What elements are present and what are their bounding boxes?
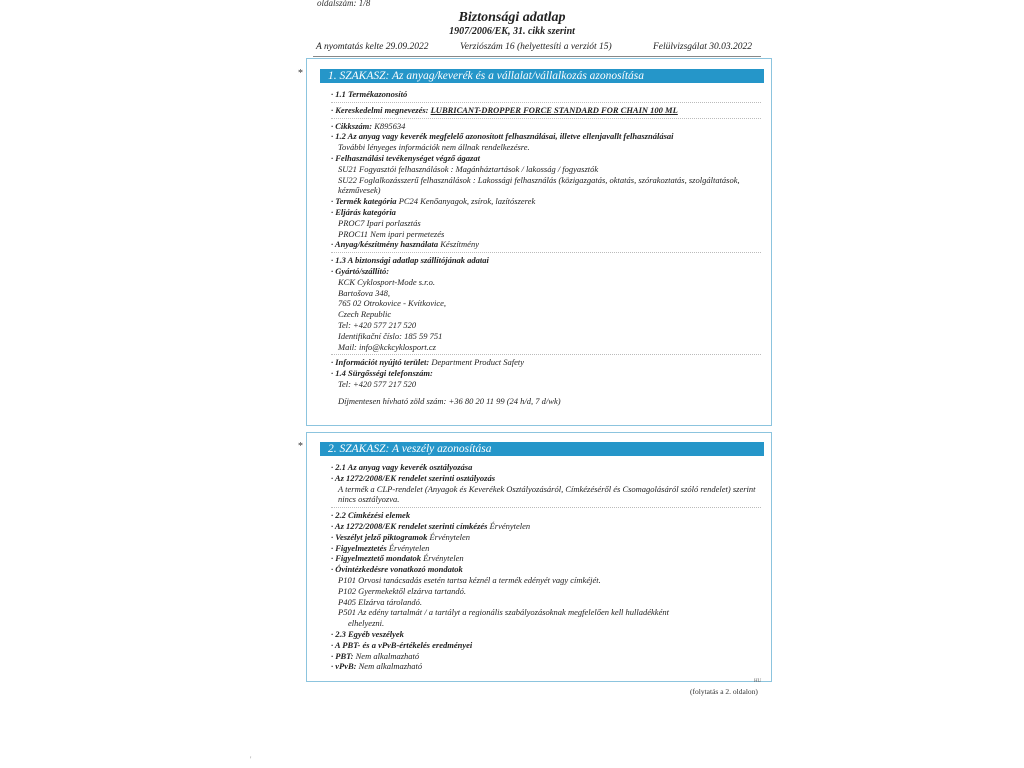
su22-line: SU22 Foglalkozásszerű felhasználások : Lakossági felhasználás (közigazgatás, oktatás, szórakoztatás, szolgáltatások, kézművesek)	[338, 174, 740, 196]
p405-line: P405 Elzárva tárolandó.	[338, 596, 422, 607]
hazard-statements: · Figyelmeztető mondatok Érvénytelen	[331, 553, 464, 564]
precautionary-heading: · Óvintézkedésre vonatkozó mondatok	[331, 564, 463, 575]
p501-line: P501 Az edény tartalmát / a tartályt a regionális szabályozásoknak megfelelően kell hulladékként	[338, 607, 669, 618]
pbt-result: · PBT: Nem alkalmazható	[331, 650, 420, 661]
p101-line: P101 Orvosi tanácsadás esetén tartsa kéznél a termék edényét vagy címkéjét.	[338, 574, 601, 585]
other-hazards-heading: · 2.3 Egyéb veszélyek	[331, 628, 404, 639]
section-2-box	[306, 432, 772, 682]
info-department: · Információt nyújtó terület: Department Product Safety	[331, 357, 525, 368]
company-street: Bartošova 348,	[338, 287, 390, 298]
company-phone: Tel: +420 577 217 520	[338, 319, 417, 330]
emergency-heading: · 1.4 Sürgősségi telefonszám:	[331, 368, 433, 379]
vpvb-result: · vPvB: Nem alkalmazható	[331, 661, 423, 672]
classification-heading: · 2.1 Az anyag vagy keverék osztályozása	[331, 462, 473, 472]
divider	[331, 507, 761, 508]
product-category: · Termék kategória PC24 Kenőanyagok, zsírok, lazítószerek	[331, 196, 536, 207]
classification-text: A termék a CLP-rendelet (Anyagok és Keverékek Osztályozásáról, Címkézéséről és Csomagolásáról szóló rendelet) szerint nincs osztályozva.	[338, 483, 756, 505]
company-mail[interactable]: Mail: info@kckcyklosport.cz	[338, 341, 436, 352]
su21-line: SU21 Fogyasztói felhasználások : Magánháztartások / lakosság / fogyasztók	[338, 163, 599, 174]
product-identifier-heading: · 1.1 Termékazonosító	[331, 89, 408, 99]
version: Verziószám 16 (helyettesíti a verziót 15)	[460, 42, 612, 52]
process-category-heading: · Eljárás kategória	[331, 206, 396, 217]
p501-continuation: elhelyezni.	[348, 618, 385, 629]
p102-line: P102 Gyermekektől elzárva tartandó.	[338, 585, 466, 596]
divider	[331, 354, 761, 355]
change-marker: *	[298, 441, 303, 452]
clp-classification: · Az 1272/2008/EK rendelet szerinti osztályozás	[331, 472, 496, 483]
revision-date: Felülvizsgálat 30.03.2022	[653, 42, 752, 52]
section-1-title: 1. SZAKASZ: Az anyag/keverék és a vállalat/vállalkozás azonosítása	[320, 69, 764, 83]
company-country: Czech Republic	[338, 309, 392, 320]
trade-name-value: LUBRICANT-DROPPER FORCE STANDARD FOR CHAIN 100 ML	[430, 104, 678, 115]
signal-word: · Figyelmeztetés Érvénytelen	[331, 542, 430, 553]
clp-labelling: · Az 1272/2008/EK rendelet szerinti címkézés Érvénytelen	[331, 520, 531, 531]
section-2-title: 2. SZAKASZ: A veszély azonosítása	[320, 442, 764, 456]
company-city: 765 02 Otrokovice - Kvítkovice,	[338, 298, 447, 309]
language-code: HU	[754, 679, 762, 684]
hazard-pictograms: · Veszélyt jelző piktogramok Érvénytelen	[331, 531, 471, 542]
section-1-box	[306, 58, 772, 426]
continued-note: (folytatás a 2. oldalon)	[690, 687, 758, 696]
divider	[331, 118, 761, 119]
uses-text: További lényeges információk nem állnak rendelkezésre.	[338, 142, 530, 153]
section-2-content	[331, 462, 763, 672]
proc11-line: PROC11 Nem ipari permetezés	[338, 228, 445, 239]
divider	[331, 252, 761, 253]
trade-name: · Kereskedelmi megnevezés: LUBRICANT-DROPPER FORCE STANDARD FOR CHAIN 100 ML	[331, 104, 678, 115]
divider	[331, 102, 761, 103]
manufacturer-label: · Gyártó/szállító:	[331, 265, 390, 276]
free-number: Díjmentesen hívható zöld szám: +36 80 20 11 99 (24 h/d, 7 d/wk)	[338, 395, 561, 406]
uses-heading: · 1.2 Az anyag vagy keverék megfelelő azonosított felhasználásai, illetve ellenjavallt felhasználásai	[331, 131, 674, 142]
supplier-heading: · 1.3 A biztonsági adatlap szállítójának adatai	[331, 255, 489, 266]
section-1-content	[331, 89, 763, 407]
change-marker: *	[298, 68, 303, 79]
substance-use: · Anyag/készítmény használata Készítmény	[331, 239, 479, 250]
document-subtitle: 1907/2006/EK, 31. cikk szerint	[449, 26, 575, 37]
company-id: Identifikační číslo: 185 59 751	[338, 330, 443, 341]
page-mark: '	[250, 755, 252, 764]
document-title: Biztonsági adatlap	[458, 10, 566, 25]
print-date: A nyomtatás kelte 29.09.2022	[316, 42, 429, 52]
header-divider	[313, 56, 761, 57]
label-elements-heading: · 2.2 Címkézési elemek	[331, 510, 411, 521]
proc7-line: PROC7 Ipari porlasztás	[338, 217, 421, 228]
page-number: oldalszám: 1/8	[317, 0, 371, 8]
company-name: KCK Cyklosport-Mode s.r.o.	[338, 276, 436, 287]
pbt-vpvb-heading: · A PBT- és a vPvB-értékelés eredményei	[331, 639, 473, 650]
article-number: · Cikkszám: K895634	[331, 120, 406, 131]
sector-heading: · Felhasználási tevékenységet végző ágazat	[331, 152, 480, 163]
emergency-phone: Tel: +420 577 217 520	[338, 378, 417, 389]
